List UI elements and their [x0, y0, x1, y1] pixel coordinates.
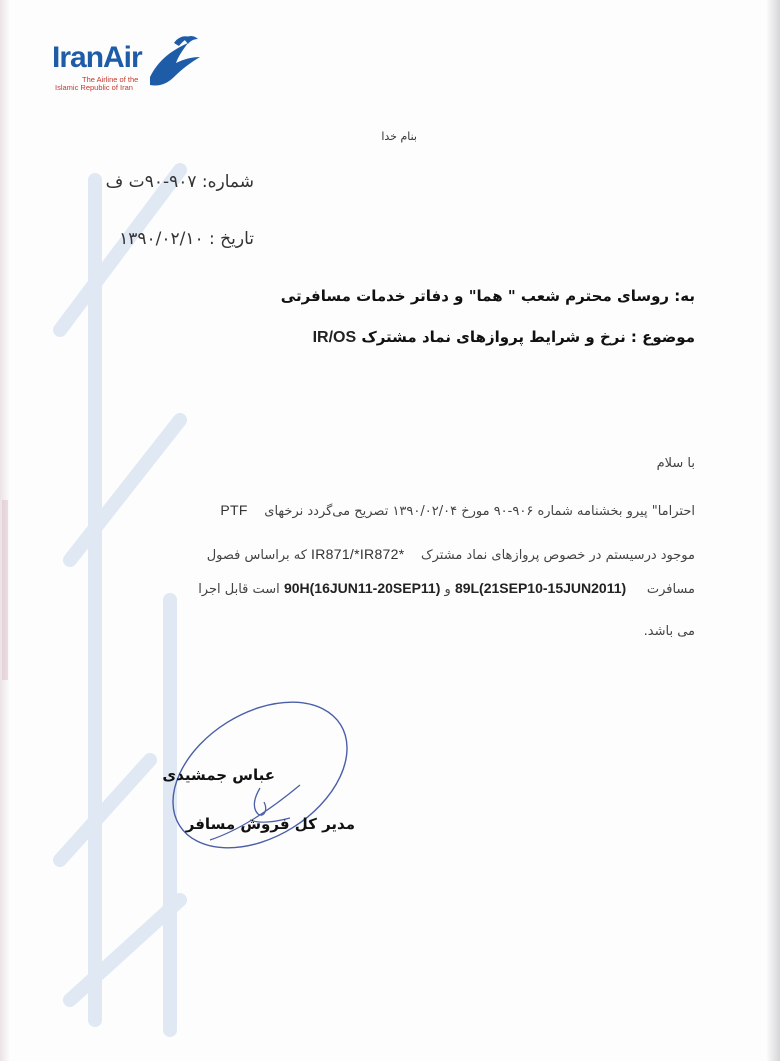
- signatory-title: مدیر کل فروش مسافر: [185, 815, 355, 833]
- body-line-2-prefix: موجود درسیستم در خصوص پروازهای نماد مشترک: [420, 548, 695, 563]
- greeting: با سلام: [656, 456, 695, 471]
- addressee-line: به: روسای محترم شعب " هما" و دفاتر خدمات مسافرتی: [280, 287, 695, 305]
- right-edge-shadow: [766, 0, 780, 1061]
- subject-code: IR/OS: [312, 329, 357, 346]
- body-line-1-text: احتراما" پیرو بخشنامه شماره ۹۰۶-۹۰ مورخ ۱۳۹۰/۰۲/۰۴ تصریح می‌گردد نرخهای: [264, 504, 695, 519]
- signatory-name: عباس جمشیدی: [162, 766, 275, 784]
- logo-tagline-1: The Airline of the: [82, 75, 139, 84]
- ptf-code: PTF: [220, 502, 248, 518]
- subject-line: [313, 328, 695, 347]
- body-line-3: [198, 580, 695, 597]
- letter-date: تاریخ : ۱۳۹۰/۰۲/۱۰: [119, 229, 254, 249]
- logo-wordmark: IranAir: [52, 41, 142, 74]
- bismillah-header: بنام خدا: [381, 130, 417, 143]
- body-line-2-suffix: که براساس فصول: [206, 548, 307, 563]
- body-line-4: می باشد.: [643, 624, 695, 639]
- homa-bird-icon: [144, 33, 202, 91]
- logo-tagline-2: Islamic Republic of Iran: [55, 83, 133, 92]
- body-line-2: [207, 546, 695, 563]
- subject-prefix: موضوع : نرخ و شرایط پروازهای نماد مشترک: [361, 328, 695, 346]
- left-edge-shadow: [0, 0, 10, 1061]
- season-2: 90H(16JUN11-20SEP11): [283, 580, 441, 596]
- body-line-3-suffix: است قابل اجرا: [198, 582, 280, 597]
- letter-number: شماره: ۹۰۷-۹۰ت ف: [105, 172, 254, 192]
- flight-codes: IR871/*IR872*: [311, 546, 405, 562]
- body-line-1: [220, 502, 695, 519]
- body-line-3-prefix: مسافرت: [646, 582, 695, 597]
- season-1: 89L(21SEP10-15JUN2011): [454, 580, 627, 596]
- iranair-logo: [52, 33, 212, 93]
- and-word: و: [444, 582, 451, 597]
